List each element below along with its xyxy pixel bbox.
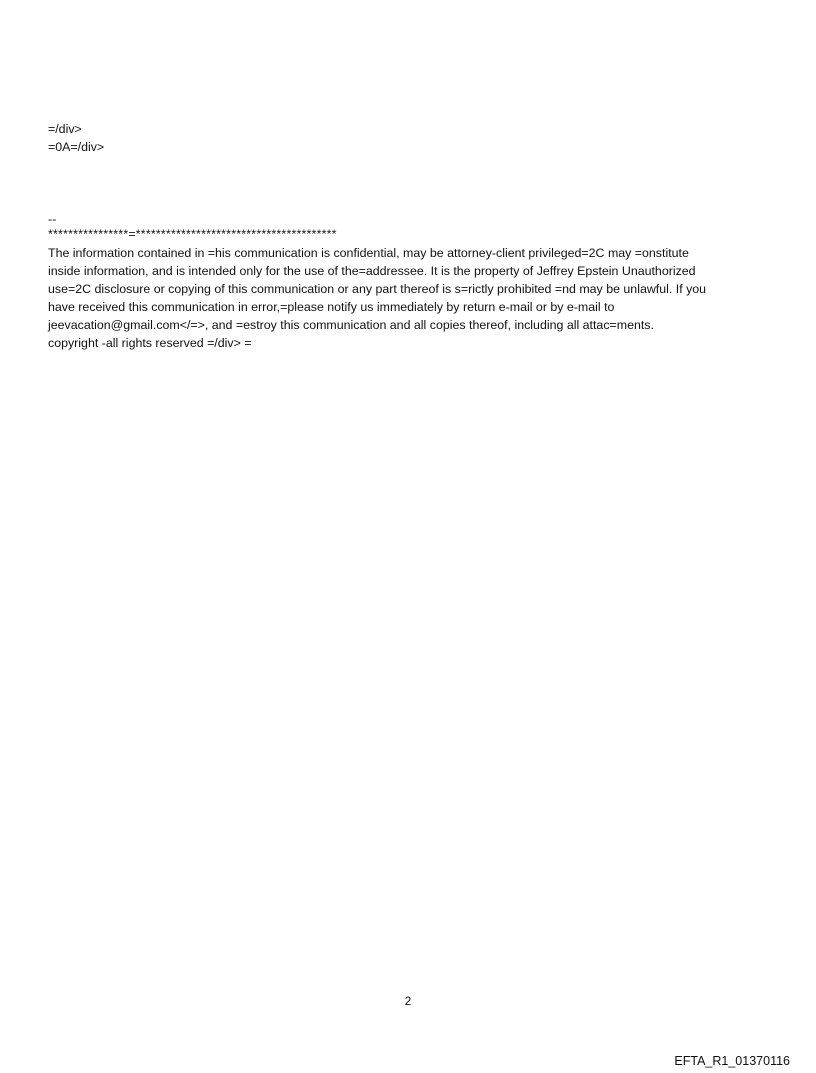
disclaimer-line: The information contained in =his communication is confidential, may be attorney-client privileged=2C may =onstitute — [48, 246, 689, 260]
html-fragment-line-1: =/div> — [48, 122, 82, 136]
page-number: 2 — [404, 996, 412, 1008]
asterisk-divider: ****************=**************************************** — [48, 227, 337, 241]
disclaimer-line: inside information, and is intended only for the use of the=addressee. It is the property of Jeffrey Epstein Unauthorized — [48, 264, 696, 278]
disclaimer-line: jeevacation@gmail.com</=>, and =estroy this communication and all copies thereof, including all attac=ments. — [48, 318, 654, 332]
html-fragment-line-2: =0A=/div> — [48, 140, 105, 154]
disclaimer-line: use=2C disclosure or copying of this communication or any part thereof is s=rictly prohibited =nd may be unlawful. If you — [48, 282, 707, 296]
disclaimer-line: copyright -all rights reserved =/div> = — [48, 336, 252, 350]
confidentiality-disclaimer — [48, 244, 778, 352]
document-id: EFTA_R1_01370116 — [674, 1054, 790, 1068]
signature-separator: -- — [48, 212, 57, 226]
disclaimer-line: have received this communication in error,=please notify us immediately by return e-mail or by e-mail to — [48, 300, 615, 314]
